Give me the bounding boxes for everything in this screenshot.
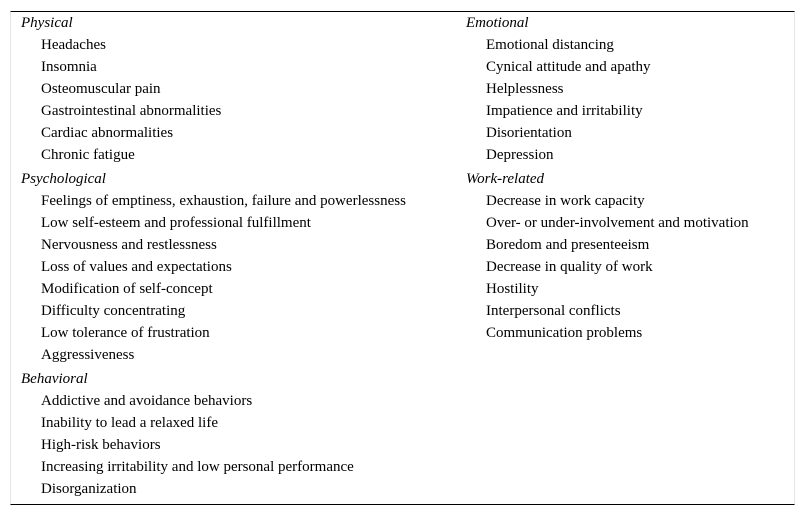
left-column [21, 12, 461, 500]
list-item: Modification of self-concept [41, 281, 213, 297]
list-item: Loss of values and expectations [41, 259, 232, 275]
group-title-psychological: Psychological [21, 171, 106, 187]
list-item: Nervousness and restlessness [41, 237, 217, 253]
list-item: High-risk behaviors [41, 437, 161, 453]
group-emotional [466, 12, 796, 166]
list-item: Cardiac abnormalities [41, 125, 174, 141]
list-item: Cynical attitude and apathy [486, 59, 651, 75]
list-item: Hostility [486, 281, 539, 297]
list-item: Over- or under-involvement and motivation [486, 215, 749, 231]
list-item: Interpersonal conflicts [486, 303, 621, 319]
list-item: Low self-esteem and professional fulfillment [41, 215, 311, 231]
list-item: Depression [486, 147, 554, 163]
group-title-behavioral: Behavioral [21, 371, 88, 387]
list-item: Communication problems [486, 325, 643, 341]
symptoms-table [10, 11, 795, 505]
group-psychological [21, 168, 461, 366]
list-item: Gastrointestinal abnormalities [41, 103, 222, 119]
group-title-physical: Physical [21, 15, 73, 31]
list-item: Low tolerance of frustration [41, 325, 210, 341]
list-item: Insomnia [41, 59, 97, 75]
list-item: Inability to lead a relaxed life [41, 415, 219, 431]
list-item: Disorganization [41, 481, 137, 497]
list-item: Impatience and irritability [486, 103, 643, 119]
list-item: Helplessness [486, 81, 564, 97]
right-column [466, 12, 796, 344]
list-item: Osteomuscular pain [41, 81, 161, 97]
group-title-work-related: Work-related [466, 171, 545, 187]
list-item: Feelings of emptiness, exhaustion, failure and powerlessness [41, 193, 406, 209]
group-title-emotional: Emotional [466, 15, 529, 31]
list-item: Decrease in work capacity [486, 193, 645, 209]
group-work-related [466, 168, 796, 344]
list-item: Aggressiveness [41, 347, 135, 363]
list-item: Difficulty concentrating [41, 303, 186, 319]
list-item: Increasing irritability and low personal performance [41, 459, 354, 475]
list-item: Headaches [41, 37, 106, 53]
list-item: Disorientation [486, 125, 572, 141]
list-item: Addictive and avoidance behaviors [41, 393, 253, 409]
list-item: Emotional distancing [486, 37, 614, 53]
list-item: Decrease in quality of work [486, 259, 653, 275]
group-physical [21, 12, 461, 166]
list-item: Boredom and presenteeism [486, 237, 650, 253]
list-item: Chronic fatigue [41, 147, 135, 163]
group-behavioral [21, 368, 461, 500]
